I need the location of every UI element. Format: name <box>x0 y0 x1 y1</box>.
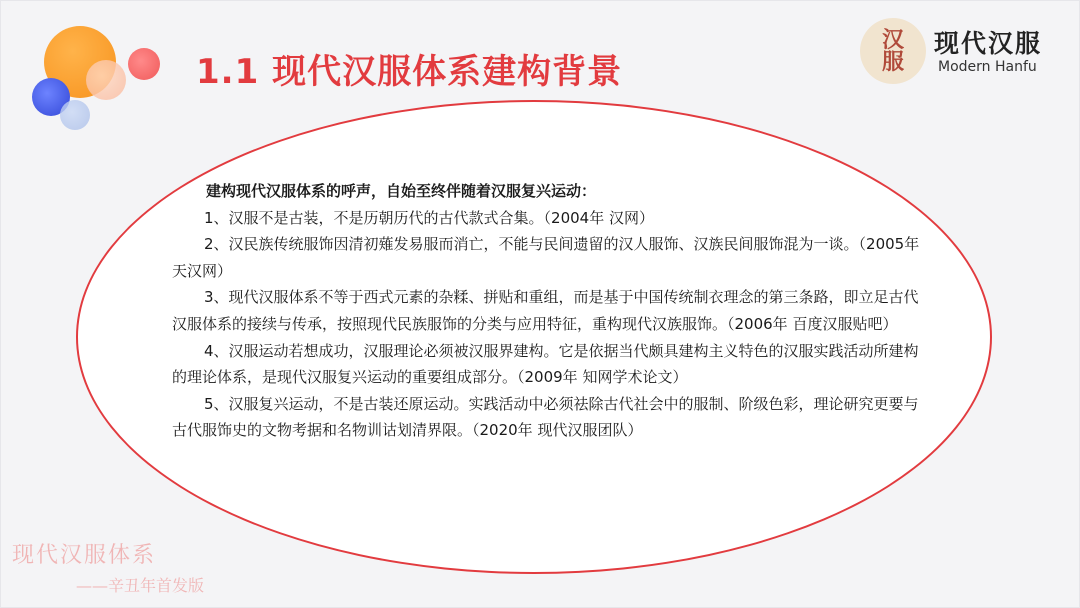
decor-circle-pink <box>128 48 160 80</box>
slide-title: 1.1 现代汉服体系建构背景 <box>196 52 623 92</box>
decor-circle-peach <box>86 60 126 100</box>
logo-seal <box>860 18 926 84</box>
list-item: 5、汉服复兴运动，不是古装还原运动。实践活动中必须祛除古代社会中的服制、阶级色彩，理论研究更要与古代服饰史的文物考据和名物训诂划清界限。（2020年 现代汉服团队） <box>172 394 919 440</box>
logo-subtitle: Modern Hanfu <box>938 59 1037 75</box>
list-item: 1、汉服不是古装，不是历朝历代的古代款式合集。（2004年 汉网） <box>204 208 654 227</box>
watermark-subtext: ——辛丑年首发版 <box>76 576 205 595</box>
list-item: 4、汉服运动若想成功，汉服理论必须被汉服界建构。它是依据当代颇具建构主义特色的汉服实践活动所建构的理论体系，是现代汉服复兴运动的重要组成部分。（2009年 知网学术论文） <box>172 341 919 387</box>
list-item: 2、汉民族传统服饰因清初薙发易服而消亡，不能与民间遗留的汉人服饰、汉族民间服饰混为一谈。（2005年 天汉网） <box>172 235 920 280</box>
logo-name: 现代汉服 <box>934 29 1043 58</box>
content-lead: 建构现代汉服体系的呼声，自始至终伴随着汉服复兴运动： <box>206 182 597 200</box>
watermark-text: 现代汉服体系 <box>12 543 157 568</box>
content-block <box>172 178 932 444</box>
logo-seal-char: 汉 <box>881 27 904 53</box>
logo-seal-char: 服 <box>881 49 904 75</box>
decor-circle-lightblue <box>60 100 90 130</box>
list-item: 3、现代汉服体系不等于西式元素的杂糅、拼贴和重组，而是基于中国传统制衣理念的第三条路，即立足古代汉服体系的接续与传承，按照现代民族服饰的分类与应用特征，重构现代汉族服饰。（2006年 百度汉服贴吧） <box>172 288 919 333</box>
